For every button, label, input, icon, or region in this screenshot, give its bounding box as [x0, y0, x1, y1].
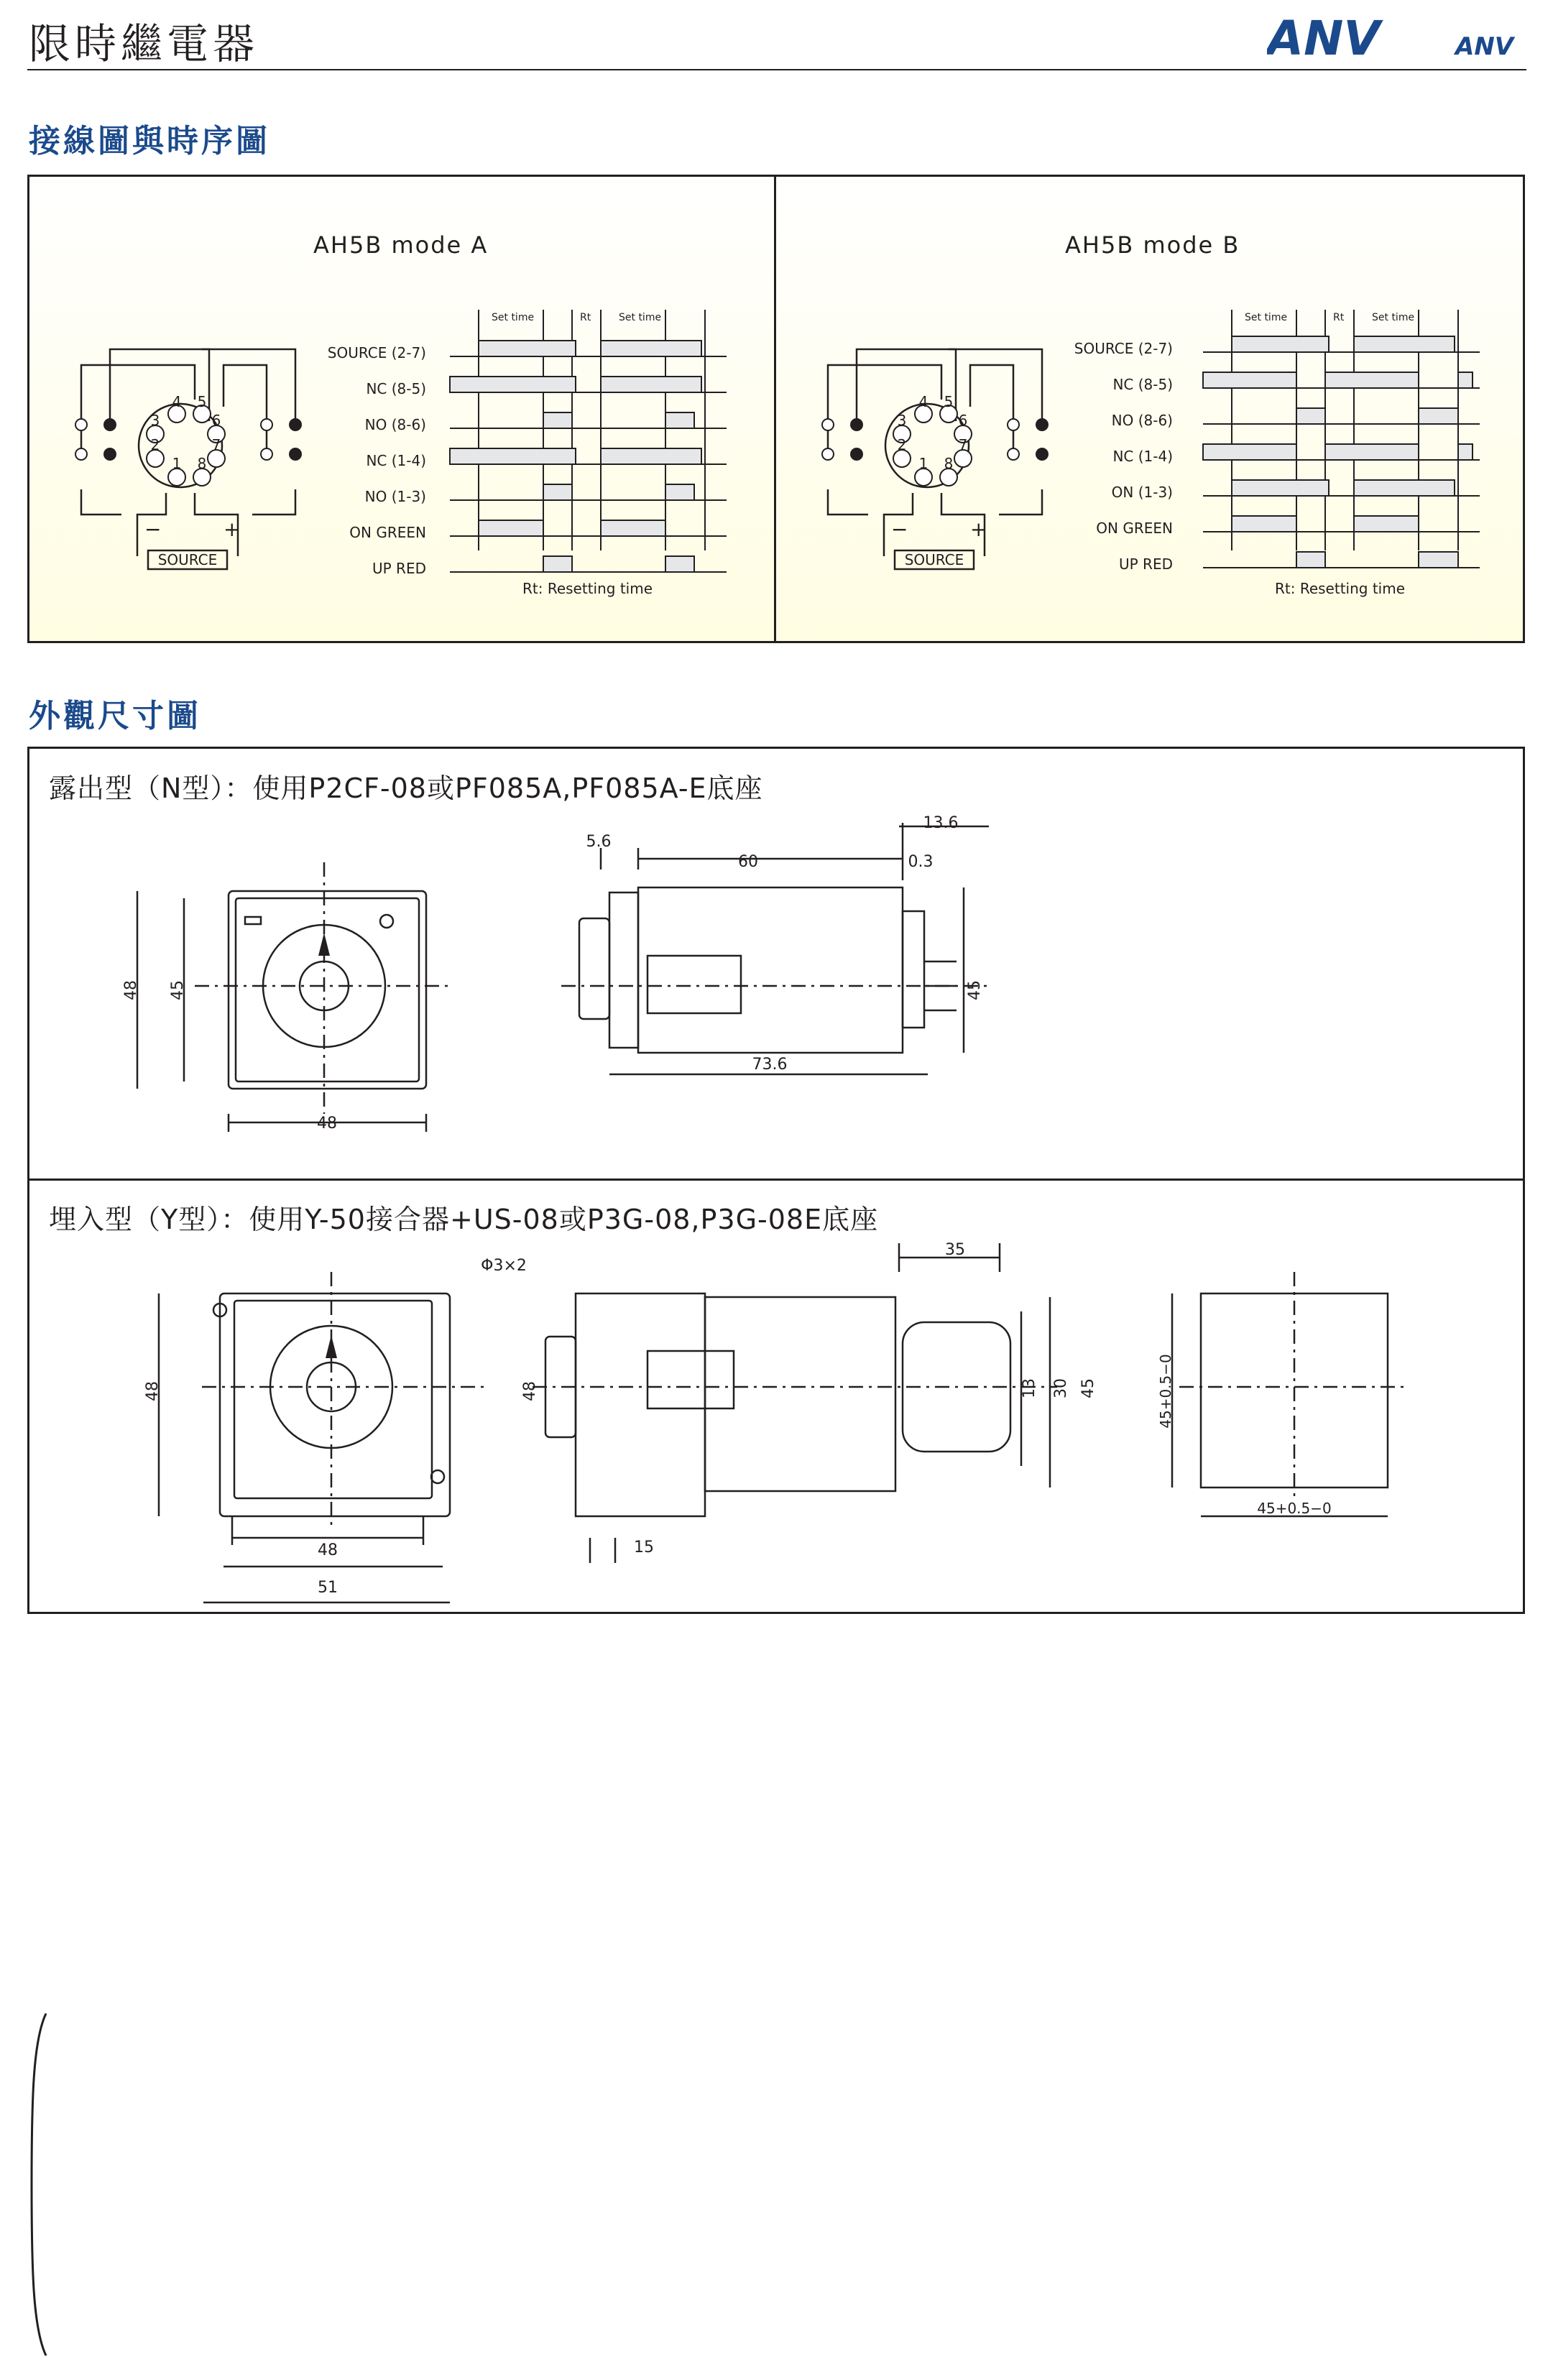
mode-b-pin-circles — [822, 405, 1019, 486]
mode-b-panel — [776, 177, 1523, 641]
svg-text:7: 7 — [958, 436, 968, 453]
svg-text:48: 48 — [317, 1115, 337, 1133]
svg-text:73.6: 73.6 — [752, 1056, 788, 1074]
brand-logo — [1267, 13, 1526, 59]
svg-text:Rt: Rt — [1333, 312, 1345, 323]
svg-text:Set time: Set time — [619, 312, 662, 323]
mode-b-footnote: Rt: Resetting time — [1275, 580, 1406, 597]
svg-text:5.6: 5.6 — [586, 833, 612, 851]
mode-a-title: AH5B mode A — [313, 231, 489, 259]
svg-text:6: 6 — [958, 412, 968, 429]
svg-text:NO (1-3): NO (1-3) — [364, 488, 426, 505]
svg-text:NC (8-5): NC (8-5) — [1112, 376, 1173, 393]
mode-a-timing-bars — [450, 341, 701, 572]
type-y-dial-pointer — [326, 1335, 337, 1358]
svg-text:4: 4 — [918, 393, 928, 410]
type-n-drawings — [29, 798, 1523, 1177]
svg-text:45: 45 — [169, 980, 187, 1000]
type-y-side-view — [533, 1243, 1057, 1563]
svg-text:NO (8-6): NO (8-6) — [1111, 412, 1173, 429]
svg-text:8: 8 — [944, 455, 954, 472]
svg-text:13: 13 — [1020, 1378, 1038, 1398]
mode-b-timing-bars — [1203, 336, 1473, 568]
svg-text:1: 1 — [172, 455, 182, 472]
mode-a-panel — [29, 177, 774, 641]
svg-text:6: 6 — [211, 412, 221, 429]
svg-text:8: 8 — [197, 455, 207, 472]
mode-a-minus: − — [144, 517, 162, 541]
type-y-caption: 埋入型（Y型）：使用Y-50接合器+US-08或P3G-08,P3G-08E底座 — [49, 1204, 879, 1235]
type-y-mounting-hole: Φ3×2 — [481, 1257, 527, 1275]
mode-a-pin-circles — [75, 405, 272, 486]
svg-text:48: 48 — [521, 1381, 539, 1401]
svg-text:NC (8-5): NC (8-5) — [366, 380, 426, 397]
svg-text:4: 4 — [172, 393, 182, 410]
svg-text:5: 5 — [944, 393, 954, 410]
svg-text:30: 30 — [1052, 1378, 1070, 1398]
svg-text:Rt: Rt — [580, 312, 591, 323]
type-n-front-dims — [122, 980, 337, 1133]
type-y-cutout-dims — [1157, 1354, 1332, 1517]
section-title-wiring: 接線圖與時序圖 — [29, 123, 270, 160]
svg-text:51: 51 — [318, 1579, 338, 1597]
mode-b-plus: + — [970, 517, 987, 541]
brand-primary: ANV — [1267, 13, 1381, 59]
svg-text:45: 45 — [1079, 1378, 1097, 1398]
page-title: 限時繼電器 — [29, 19, 259, 68]
svg-text:SOURCE (2-7): SOURCE (2-7) — [327, 344, 426, 361]
type-y-panel-cutout — [1172, 1272, 1409, 1516]
margin-bracket — [27, 2012, 49, 2357]
svg-text:NC (1-4): NC (1-4) — [1112, 448, 1173, 465]
svg-text:15: 15 — [634, 1539, 654, 1556]
svg-text:2: 2 — [150, 436, 160, 453]
dimension-box-divider — [27, 1179, 1525, 1181]
mode-a-row-labels — [328, 344, 426, 577]
mode-a-plus: + — [223, 517, 241, 541]
svg-text:Set time: Set time — [1245, 312, 1288, 323]
svg-text:0.3: 0.3 — [908, 853, 934, 871]
svg-text:48: 48 — [122, 980, 140, 1000]
svg-text:NC (1-4): NC (1-4) — [366, 452, 426, 469]
mode-a-footnote: Rt: Resetting time — [522, 580, 653, 597]
svg-text:3: 3 — [897, 412, 907, 429]
svg-text:ON (1-3): ON (1-3) — [1111, 484, 1173, 501]
svg-text:NO (8-6): NO (8-6) — [364, 416, 426, 433]
svg-text:UP RED: UP RED — [1119, 555, 1173, 573]
svg-text:ON GREEN: ON GREEN — [1096, 520, 1173, 537]
header-divider — [27, 69, 1526, 70]
svg-text:45+0.5−0: 45+0.5−0 — [1157, 1354, 1174, 1429]
type-y-front-dims — [144, 1257, 527, 1597]
type-y-drawings — [29, 1229, 1523, 1610]
mode-b-row-labels — [1074, 340, 1173, 573]
svg-text:Set time: Set time — [1372, 312, 1415, 323]
svg-text:60: 60 — [738, 853, 758, 871]
type-n-caption: 露出型（N型）：使用P2CF-08或PF085A,PF085A-E底座 — [49, 772, 763, 804]
svg-text:3: 3 — [150, 412, 160, 429]
section-title-dimensions: 外觀尺寸圖 — [29, 698, 201, 734]
mode-a-source-label: SOURCE — [157, 551, 218, 568]
svg-text:48: 48 — [318, 1541, 338, 1559]
mode-b-minus: − — [891, 517, 908, 541]
svg-text:45+0.5−0: 45+0.5−0 — [1257, 1500, 1332, 1517]
svg-text:ON GREEN: ON GREEN — [349, 524, 426, 541]
svg-text:SOURCE (2-7): SOURCE (2-7) — [1074, 340, 1173, 357]
brand-secondary: ANV — [1455, 32, 1514, 59]
svg-text:Set time: Set time — [492, 312, 535, 323]
mode-b-title: AH5B mode B — [1065, 231, 1240, 259]
svg-text:UP RED: UP RED — [372, 560, 426, 577]
mode-a-timing-header — [492, 312, 661, 323]
svg-text:7: 7 — [211, 436, 221, 453]
svg-text:45: 45 — [966, 980, 984, 1000]
mode-b-timing-header — [1245, 312, 1414, 323]
svg-text:1: 1 — [918, 455, 928, 472]
type-n-dial-pointer — [318, 933, 330, 956]
mode-b-source-label: SOURCE — [904, 551, 964, 568]
svg-text:35: 35 — [945, 1241, 965, 1259]
svg-text:48: 48 — [144, 1381, 162, 1401]
svg-text:5: 5 — [197, 393, 207, 410]
svg-text:2: 2 — [897, 436, 907, 453]
svg-text:13.6: 13.6 — [923, 814, 959, 832]
